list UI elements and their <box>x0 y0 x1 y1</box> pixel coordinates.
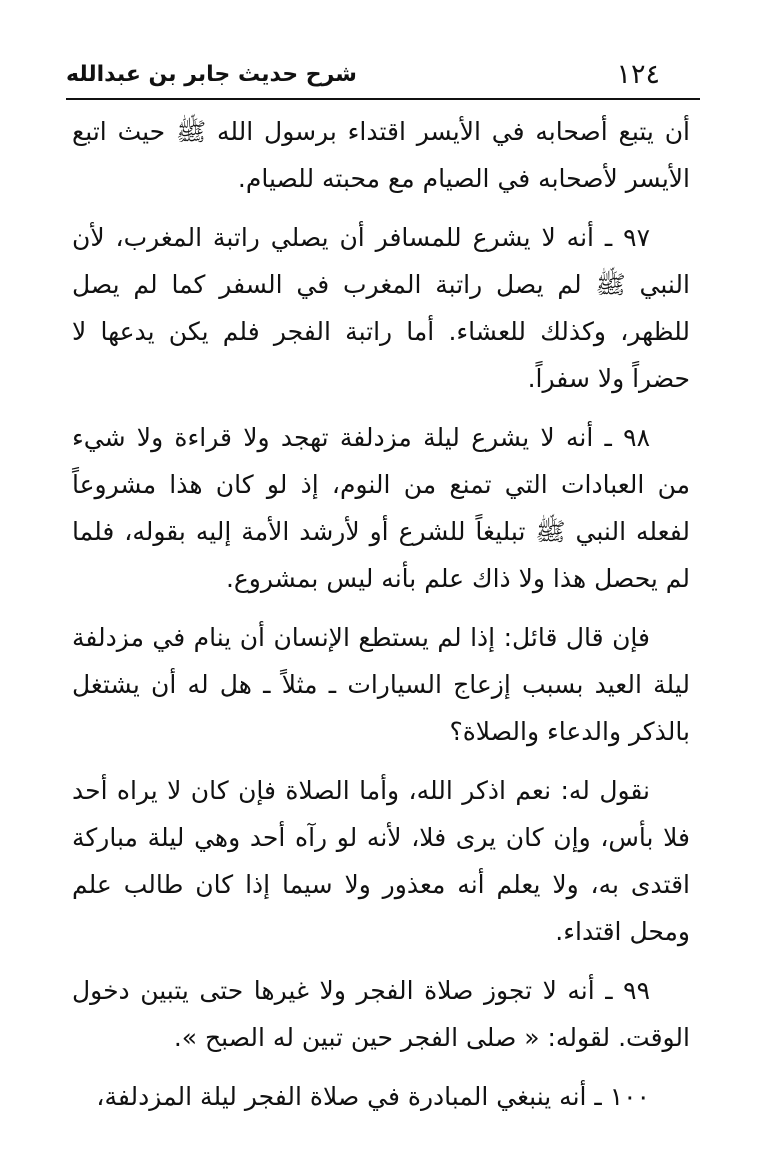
running-title: شرح حديث جابر بن عبدالله <box>66 62 357 87</box>
body-text <box>72 108 690 1132</box>
paragraph-point-98: ٩٨ ـ أنه لا يشرع ليلة مزدلفة تهجد ولا قراءة ولا شيء من العبادات التي تمنع من النوم، إذ لو كان هذا مشروعاً لفعله النبي ﷺ تبليغاً للشرع أو لأرشد الأمة إليه بقوله، فلما لم يحصل هذا ولا ذاك علم بأنه ليس بمشروع. <box>72 423 690 593</box>
paragraph-point-100: ١٠٠ ـ أنه ينبغي المبادرة في صلاة الفجر ليلة المزدلفة، <box>96 1082 650 1111</box>
running-header <box>66 52 700 100</box>
page-number: ١٢٤ <box>616 59 660 90</box>
paragraph-point-99: ٩٩ ـ أنه لا تجوز صلاة الفجر ولا غيرها حتى يتبين دخول الوقت. لقوله: « صلى الفجر حين تبين له الصبح ». <box>72 976 690 1052</box>
paragraph-point-97: ٩٧ ـ أنه لا يشرع للمسافر أن يصلي راتبة المغرب، لأن النبي ﷺ لم يصل راتبة المغرب في السفر كما لم يصل للظهر، وكذلك للعشاء. أما راتبة الفجر فلم يكن يدعها لا حضراً ولا سفراً. <box>72 223 690 393</box>
paragraph-question: فإن قال قائل: إذا لم يستطع الإنسان أن ينام في مزدلفة ليلة العيد بسبب إزعاج السيارات ـ مثلاً ـ هل له أن يشتغل بالذكر والدعاء والصلاة؟ <box>72 623 690 746</box>
paragraph-continuation: أن يتبع أصحابه في الأيسر اقتداء برسول الله ﷺ حيث اتبع الأيسر لأصحابه في الصيام مع محبته للصيام. <box>72 117 690 193</box>
paragraph-answer: نقول له: نعم اذكر الله، وأما الصلاة فإن كان لا يراه أحد فلا بأس، وإن كان يرى فلا، لأنه لو رآه أحد وهي ليلة مباركة اقتدى به، ولا يعلم أنه معذور ولا سيما إذا كان طالب علم ومحل اقتداء. <box>72 776 690 946</box>
